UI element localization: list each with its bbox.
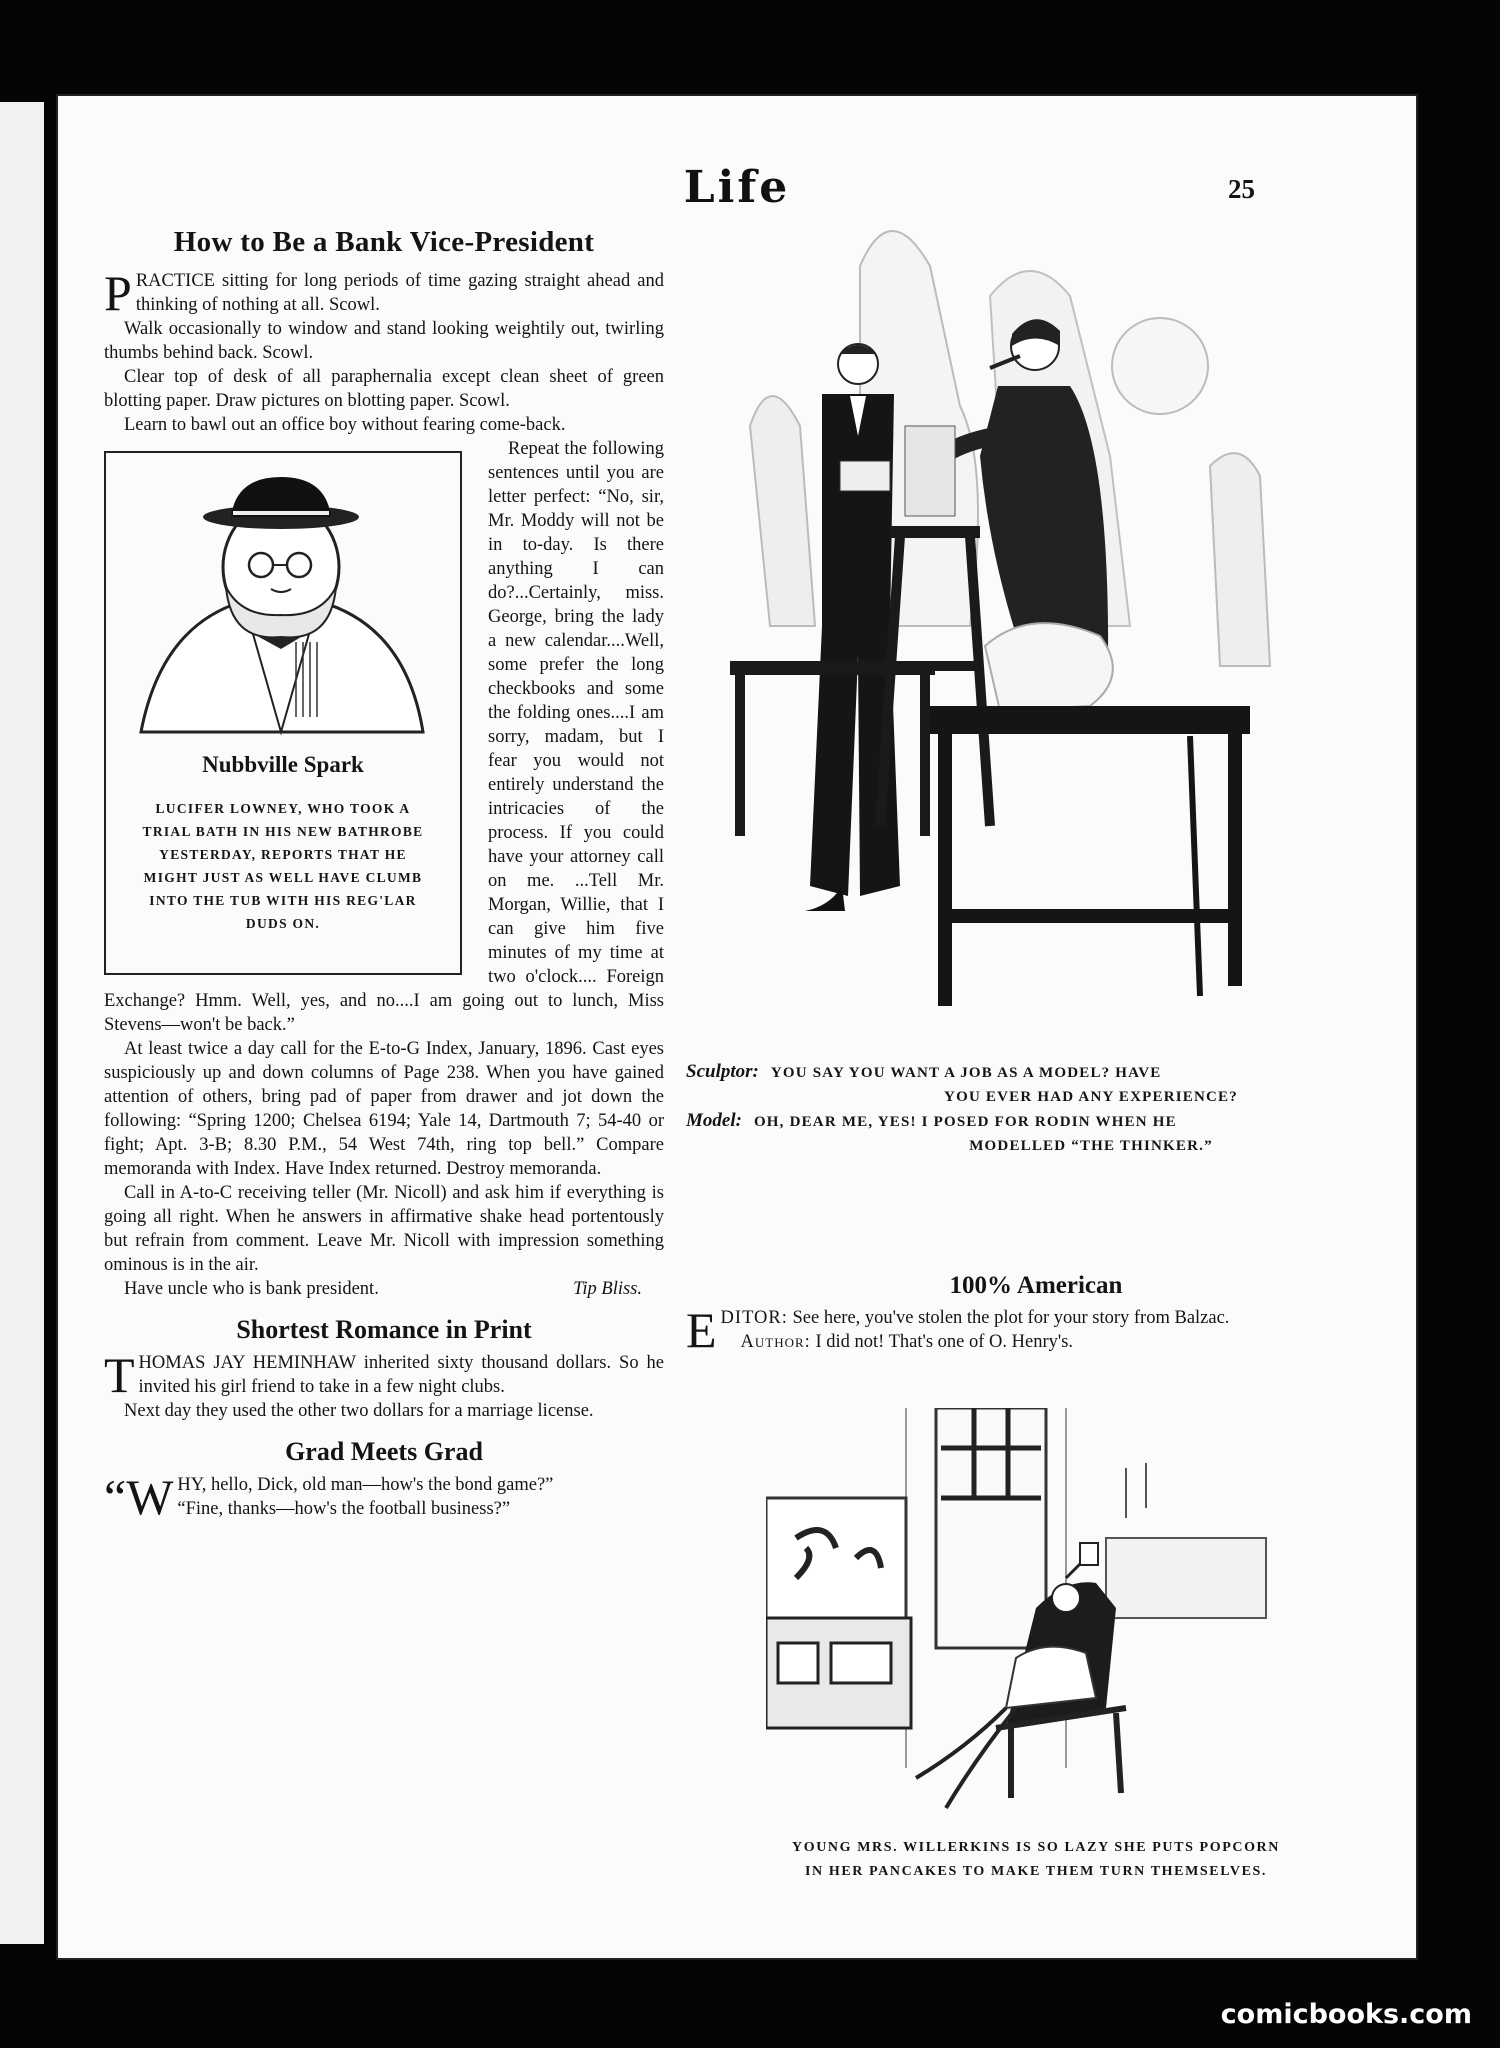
sculptor-and-model-illustration: [730, 206, 1340, 1016]
speaker-sculptor: Sculptor:: [686, 1061, 759, 1082]
bank-paragraph: Walk occasionally to window and stand looking weightily out, twirling thumbs behind back. Scowl.: [104, 319, 664, 363]
popcorn-caption-line: IN HER PANCAKES TO MAKE THEM TURN THEMSELVES.: [804, 1864, 1268, 1879]
popcorn-caption: [686, 1836, 1386, 1884]
speaker-model: Model:: [686, 1110, 742, 1131]
bank-paragraph: Call in A-to-C receiving teller (Mr. Nicoll) and ask him if everything is going all right. When he answers in affirmative shake head portentously but refrain from comment. Leave Mr. Nicoll with impression something ominous is in the air.: [104, 1183, 664, 1275]
dropcap: E: [686, 1302, 717, 1358]
sculptor-line-cont: YOU EVER HAD ANY EXPERIENCE?: [944, 1089, 1238, 1105]
masthead: Life: [683, 162, 791, 213]
bank-paragraph: Repeat the following sentences until you are letter perfect: “No, sir, Mr. Moddy will not be in to-day. Is there anything I can do?...Certainly, miss. George, bring the lady a new calendar....Well, some prefer the long checkbooks and some the folding ones....I am sorry, madam, but I fear you would not entirely understand the intricacies of the process. If you could have your attorney call on me. ...Tell Mr. Morgan, Willie, that I can give him five minutes of my time at two o'clock.... Foreign Exchange? Hmm. Well, yes, and no....I am going out to lunch, Miss Stevens—won't be back.”: [104, 439, 664, 1035]
dropcap: “W: [104, 1469, 174, 1525]
watermark: comicbooks.com: [1220, 1999, 1472, 2030]
model-line: Model: OH, DEAR ME, YES! I POSED FOR RODIN WHEN HE: [686, 1110, 1177, 1131]
lazy-wife-kitchen-illustration: [766, 1408, 1306, 1828]
grad-line: “Fine, thanks—how's the football business?”: [177, 1499, 511, 1519]
bank-article-body: [104, 265, 664, 1301]
nubbville-title: Nubbville Spark: [202, 752, 364, 777]
bank-paragraph: Clear top of desk of all paraphernalia except clean sheet of green blotting paper. Draw pictures on blotting paper. Scowl.: [104, 367, 664, 411]
bank-paragraph: Learn to bawl out an office boy without fearing come-back.: [124, 415, 566, 435]
sculptor-line: Sculptor: YOU SAY YOU WANT A JOB AS A MODEL? HAVE: [686, 1061, 1162, 1082]
popcorn-caption-line: YOUNG MRS. WILLERKINS IS SO LAZY SHE PUTS POPCORN: [792, 1840, 1280, 1855]
page-number: 25: [1228, 174, 1255, 204]
bank-paragraph: Have uncle who is bank president. Tip Bliss.: [124, 1279, 642, 1299]
bank-article-title: How to Be a Bank Vice-President: [173, 226, 595, 258]
grad-line: “WHY, hello, Dick, old man—how's the bond game?”: [104, 1469, 554, 1525]
bank-article-signature: Tip Bliss.: [573, 1279, 642, 1299]
old-man-bowler-hat-illustration: [131, 477, 431, 747]
romance-paragraph: Next day they used the other two dollars for a marriage license.: [124, 1401, 594, 1421]
nubbville-caption: LUCIFER LOWNEY, WHO TOOK A TRIAL BATH IN HIS NEW BATHROBE YESTERDAY, REPORTS THAT HE MIGHT JUST AS WELL HAVE CLUMB INTO THE TUB WITH HIS REG'LAR DUDS ON.: [142, 801, 424, 931]
american-body: [686, 1302, 1386, 1358]
dropcap: P: [104, 265, 132, 321]
grad-body: [104, 1469, 664, 1525]
bank-paragraph: At least twice a day call for the E-to-G Index, January, 1896. Cast eyes suspiciously up and down columns of Page 238. When you have gained attention of others, bring pad of paper from drawer and jot down the following: “Spring 1200; Chelsea 6194; Yale 14, Dartmouth 7; 54-40 or fight; Apt. 3-B; 8.30 P.M., 54 West 74th, ring top bell.” Compare memoranda with Index. Have Index returned. Destroy memoranda.: [104, 1039, 664, 1179]
american-title: 100% American: [949, 1272, 1123, 1299]
bank-paragraph: PRACTICE sitting for long periods of time gazing straight ahead and thinking of nothing at all. Scowl.: [104, 265, 664, 321]
author-line: Author: I did not! That's one of O. Henry's.: [740, 1332, 1074, 1352]
romance-body: [104, 1347, 664, 1423]
editor-line: EDITOR: See here, you've stolen the plot for your story from Balzac.: [686, 1302, 1230, 1358]
dropcap: T: [104, 1347, 135, 1403]
previous-page-edge: [0, 102, 44, 1944]
left-column: [104, 226, 664, 1525]
grad-title: Grad Meets Grad: [285, 1437, 483, 1466]
sculptor-dialogue: [686, 1060, 1386, 1158]
magazine-page: [58, 96, 1416, 1958]
romance-title: Shortest Romance in Print: [236, 1315, 532, 1344]
nubbville-spark-box: [104, 451, 462, 975]
romance-paragraph: THOMAS JAY HEMINHAW inherited sixty thousand dollars. So he invited his girl friend to take in a few night clubs.: [104, 1347, 664, 1403]
american-piece: [686, 1272, 1386, 1358]
model-line-cont: MODELLED “THE THINKER.”: [969, 1138, 1213, 1154]
